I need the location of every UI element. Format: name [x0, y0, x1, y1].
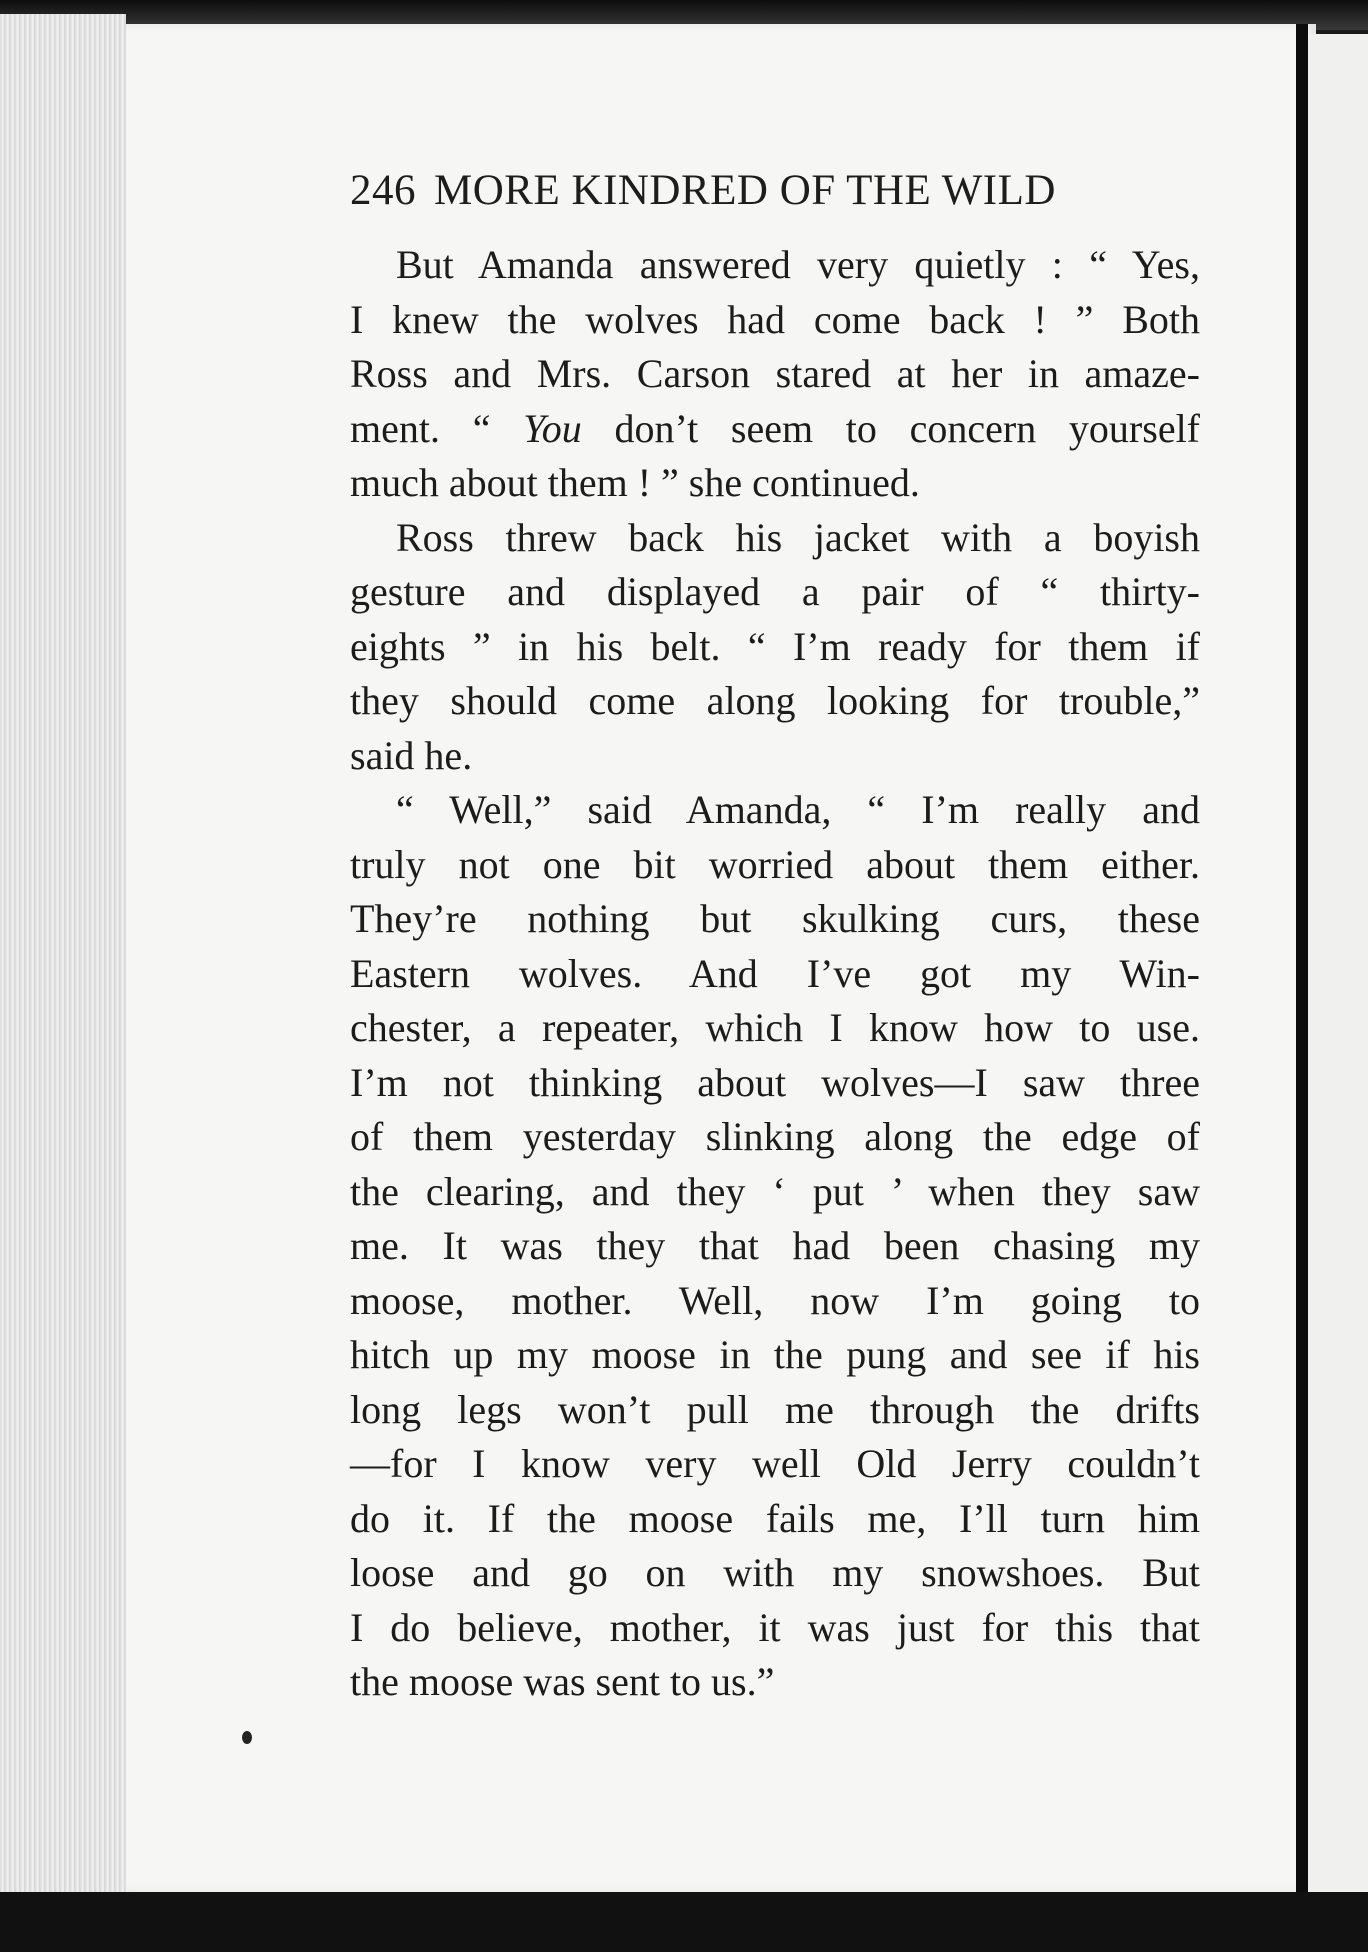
- text-line: truly not one bit worried about them either.: [350, 841, 1200, 887]
- text-line: “ Well,” said Amanda, “ I’m really and: [396, 787, 1200, 832]
- running-head: [350, 166, 1200, 215]
- book-page-edges: [0, 14, 126, 1894]
- text-line: —for I know very well Old Jerry couldn’t: [350, 1441, 1200, 1486]
- text-line: do it. If the moose fails me, I’ll turn him: [350, 1495, 1200, 1541]
- text-line: of them yesterday slinking along the edge of: [350, 1114, 1200, 1159]
- text-line: said he.: [350, 732, 473, 778]
- text-line: Eastern wolves. And I’ve got my Win-: [350, 950, 1200, 996]
- paragraph-2: [350, 511, 1200, 784]
- text-line: eights ” in his belt. “ I’m ready for them if: [350, 623, 1200, 669]
- text-line: the moose was sent to us.”: [350, 1659, 775, 1704]
- text-line: But Amanda answered very quietly : “ Yes,: [396, 242, 1200, 287]
- text-line: gesture and displayed a pair of “ thirty-: [350, 569, 1200, 614]
- text-run: ment. “: [350, 405, 524, 451]
- text-line: chester, a repeater, which I know how to use.: [350, 1005, 1200, 1050]
- text-line-with-italic: [350, 402, 1200, 457]
- text-line: Ross threw back his jacket with a boyish: [396, 514, 1200, 560]
- text-line: Ross and Mrs. Carson stared at her in amaze-: [350, 351, 1200, 396]
- ink-speck: [242, 1731, 252, 1744]
- text-line: they should come along looking for trouble,”: [350, 678, 1200, 723]
- facing-page-edge: [1308, 34, 1368, 1892]
- page-number: 246: [350, 167, 416, 214]
- text-line: I knew the wolves had come back ! ” Both: [350, 296, 1200, 342]
- text-line: moose, mother. Well, now I’m going to: [350, 1277, 1200, 1323]
- scan-bottom-shadow: [0, 1892, 1368, 1952]
- text-line: the clearing, and they ‘ put ’ when they saw: [350, 1168, 1200, 1214]
- text-line: hitch up my moose in the pung and see if his: [350, 1332, 1200, 1377]
- paragraph-1: [350, 238, 1200, 511]
- text-line: I do believe, mother, it was just for this that: [350, 1604, 1200, 1650]
- text-line: much about them ! ” she continued.: [350, 460, 920, 505]
- text-line: I’m not thinking about wolves—I saw three: [350, 1059, 1200, 1105]
- paragraph-3: [350, 783, 1200, 1710]
- text-line: me. It was they that had been chasing my: [350, 1223, 1200, 1268]
- italic-word: You: [523, 405, 582, 451]
- text-run: don’t seem to concern yourself: [581, 405, 1201, 451]
- running-head-title: MORE KINDRED OF THE WILD: [434, 167, 1056, 214]
- text-line: long legs won’t pull me through the drifts: [350, 1386, 1200, 1432]
- text-line: loose and go on with my snowshoes. But: [350, 1550, 1200, 1595]
- text-line: They’re nothing but skulking curs, these: [350, 896, 1200, 941]
- body-text: [350, 238, 1200, 1710]
- book-gutter: [1296, 24, 1308, 1892]
